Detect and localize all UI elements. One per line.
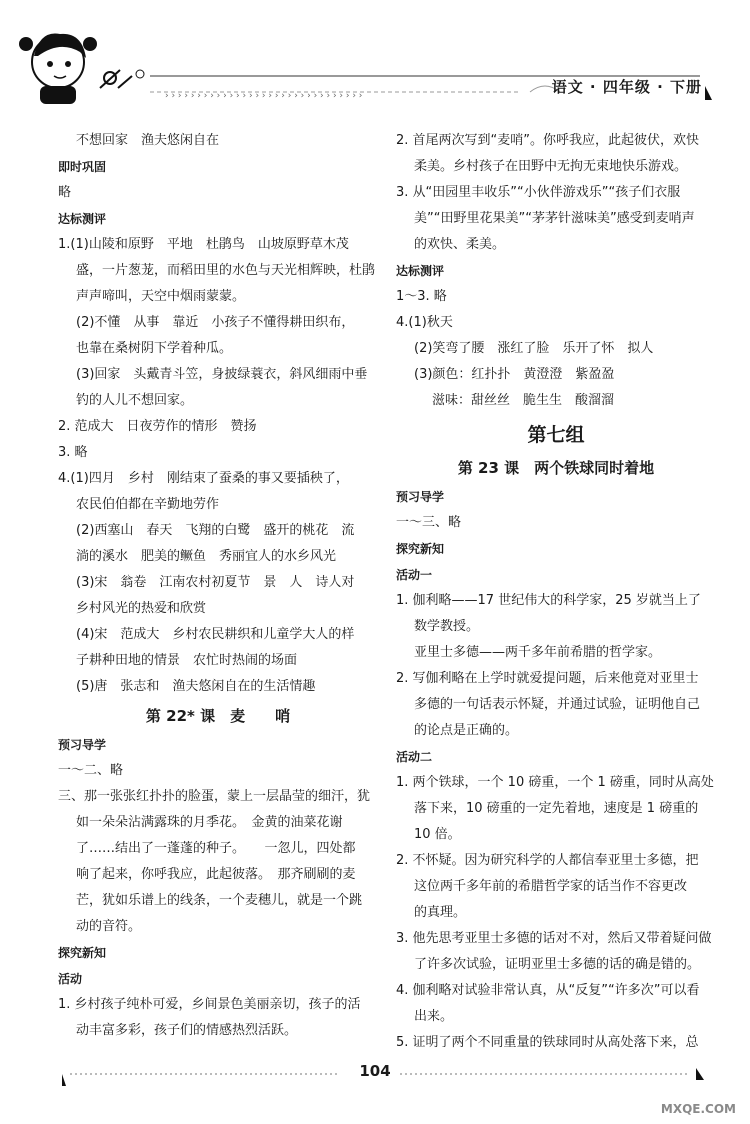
text-line: 一～二、略 <box>58 763 124 778</box>
text-line: 芒，犹如乐谱上的线条，一个麦穗儿，就是一个跳 <box>76 893 363 908</box>
page-number: 104 <box>359 1062 391 1080</box>
text-line: (2)西塞山 春天 飞翔的白鹭 盛开的桃花 流 <box>76 523 355 538</box>
text-line: 落下来，10 磅重的一定先着地，速度是 1 磅重的 <box>414 801 699 816</box>
group-title: 第七组 <box>527 424 585 446</box>
text-line: 了许多次试验，证明亚里士多德的话的确是错的。 <box>414 957 701 972</box>
text-line: 数学教授。 <box>414 619 480 634</box>
text-line: 钓的人儿不想回家。 <box>76 393 194 408</box>
text-line: (2)笑弯了腰 涨红了脸 乐开了怀 拟人 <box>414 341 654 356</box>
text-line: 动的音符。 <box>76 919 142 934</box>
text-line: 如一朵朵沾满露珠的月季花。 金黄的油菜花谢 <box>76 815 343 830</box>
text-line: 2. 范成大 日夜劳作的情形 赞扬 <box>58 419 257 434</box>
text-line: 柔美。乡村孩子在田野中无拘无束地快乐游戏。 <box>414 159 688 174</box>
text-line: 3. 略 <box>58 445 88 460</box>
text-line: 1. 乡村孩子纯朴可爱，乡间景色美丽亲切，孩子的活 <box>58 997 361 1012</box>
page-header <box>0 0 750 115</box>
cartoon-girl-icon <box>19 33 144 104</box>
text-line: 4.(1)四月 乡村 刚结束了蚕桑的事又要插秧了， <box>58 471 349 486</box>
section-heading: 活动一 <box>396 568 433 582</box>
text-line: 淌的溪水 肥美的鳜鱼 秀丽宜人的水乡风光 <box>76 549 337 564</box>
text-line: 1. 两个铁球，一个 10 磅重，一个 1 磅重，同时从高处 <box>396 775 714 790</box>
text-line: 10 倍。 <box>414 827 461 842</box>
text-line: 农民伯伯都在辛勤地劳作 <box>76 497 220 512</box>
text-line: 3. 他先思考亚里士多德的话对不对，然后又带着疑问做 <box>396 931 712 946</box>
lesson-title: 第 23 课 两个铁球同时着地 <box>457 459 655 477</box>
section-heading: 探究新知 <box>58 946 107 960</box>
text-line: 亚里士多德——两千多年前希腊的哲学家。 <box>414 645 662 660</box>
text-line: 响了起来，你呼我应，此起彼落。 那齐刷刷的麦 <box>76 867 356 882</box>
text-line: 美”“田野里花果美”“茅茅针滋味美”感受到麦哨声 <box>414 211 695 226</box>
section-heading: 达标测评 <box>58 212 107 226</box>
text-line: 1.(1)山陵和原野 平地 杜鹃鸟 山坡原野草木茂 <box>58 237 349 252</box>
text-line: 2. 首尾两次写到“麦哨”。你呼我应，此起彼伏，欢快 <box>396 133 700 148</box>
text-line: 滋味：甜丝丝 脆生生 酸溜溜 <box>432 393 615 408</box>
svg-text:› › › › › › › › › › › › › › ›: › › › › › › › › › › › › › › › › › › › › › › › › › › › › › › › <box>165 91 363 101</box>
book-title: 语文 · 四年级 · 下册 <box>551 78 702 96</box>
text-line: 略 <box>58 185 72 200</box>
header-decoration <box>0 0 750 115</box>
text-line: 了……结出了一蓬蓬的种子。 一忽儿，四处都 <box>76 841 356 856</box>
text-line: 2. 写伽利略在上学时就爱提问题，后来他竟对亚里士 <box>396 671 699 686</box>
text-line: 多德的一句话表示怀疑，并通过试验，证明他自己 <box>414 697 701 712</box>
left-column <box>58 128 378 1044</box>
text-line: 的欢快、柔美。 <box>414 237 506 252</box>
section-heading: 活动二 <box>396 750 433 764</box>
text-line: 2. 不怀疑。因为研究科学的人都信奉亚里士多德，把 <box>396 853 699 868</box>
section-heading: 活动 <box>58 972 83 986</box>
text-line: 出来。 <box>414 1009 454 1024</box>
text-line: (3)宋 翁卷 江南农村初夏节 景 人 诗人对 <box>76 575 355 590</box>
lesson-title: 第 22* 课 麦 哨 <box>145 707 291 725</box>
text-line: (3)回家 头戴青斗笠，身披绿蓑衣，斜风细雨中垂 <box>76 367 368 382</box>
text-line: 1. 伽利略——17 世纪伟大的科学家，25 岁就当上了 <box>396 593 701 608</box>
text-line: 一～三、略 <box>396 515 462 530</box>
section-heading: 预习导学 <box>396 490 445 504</box>
text-line: 动丰富多彩，孩子们的情感热烈活跃。 <box>76 1023 298 1038</box>
text-line: 5. 证明了两个不同重量的铁球同时从高处落下来，总 <box>396 1035 699 1050</box>
text-line: (2)不懂 从事 靠近 小孩子不懂得耕田织布， <box>76 315 355 330</box>
text-line: 的论点是正确的。 <box>414 723 519 738</box>
watermark: MXQE.COM <box>660 1102 736 1116</box>
text-line: 盛，一片葱茏，而稻田里的水色与天光相辉映，杜鹃 <box>76 263 376 278</box>
text-line: 4. 伽利略对试验非常认真，从“反复”“许多次”可以看 <box>396 983 700 998</box>
right-column <box>396 128 716 1056</box>
text-line: 乡村风光的热爱和欣赏 <box>76 601 207 616</box>
text-line: (3)颜色：红扑扑 黄澄澄 紫盈盈 <box>414 367 615 382</box>
section-heading: 探究新知 <box>396 542 445 556</box>
text-line: (5)唐 张志和 渔夫悠闲自在的生活情趣 <box>76 679 316 694</box>
section-heading: 预习导学 <box>58 738 107 752</box>
text-line: 3. 从“田园里丰收乐”“小伙伴游戏乐”“孩子们衣服 <box>396 185 681 200</box>
text-line: 声声啼叫，天空中烟雨蒙蒙。 <box>76 289 246 304</box>
text-line: 这位两千多年前的希腊哲学家的话当作不容更改 <box>414 879 688 894</box>
text-line: 子耕种田地的情景 农忙时热闹的场面 <box>76 653 298 668</box>
section-heading: 即时巩固 <box>58 160 107 174</box>
text-line: 的真理。 <box>414 905 467 920</box>
text-line: 4.(1)秋天 <box>396 315 453 330</box>
section-heading: 达标测评 <box>396 264 445 278</box>
text-line: 1～3. 略 <box>396 289 447 304</box>
text-line: (4)宋 范成大 乡村农民耕织和儿童学大人的样 <box>76 627 355 642</box>
text-line: 也靠在桑树阴下学着种瓜。 <box>76 341 233 356</box>
text-line: 不想回家 渔夫悠闲自在 <box>76 133 220 148</box>
text-line: 三、那一张张红扑扑的脸蛋，蒙上一层晶莹的细汗，犹 <box>58 789 371 804</box>
